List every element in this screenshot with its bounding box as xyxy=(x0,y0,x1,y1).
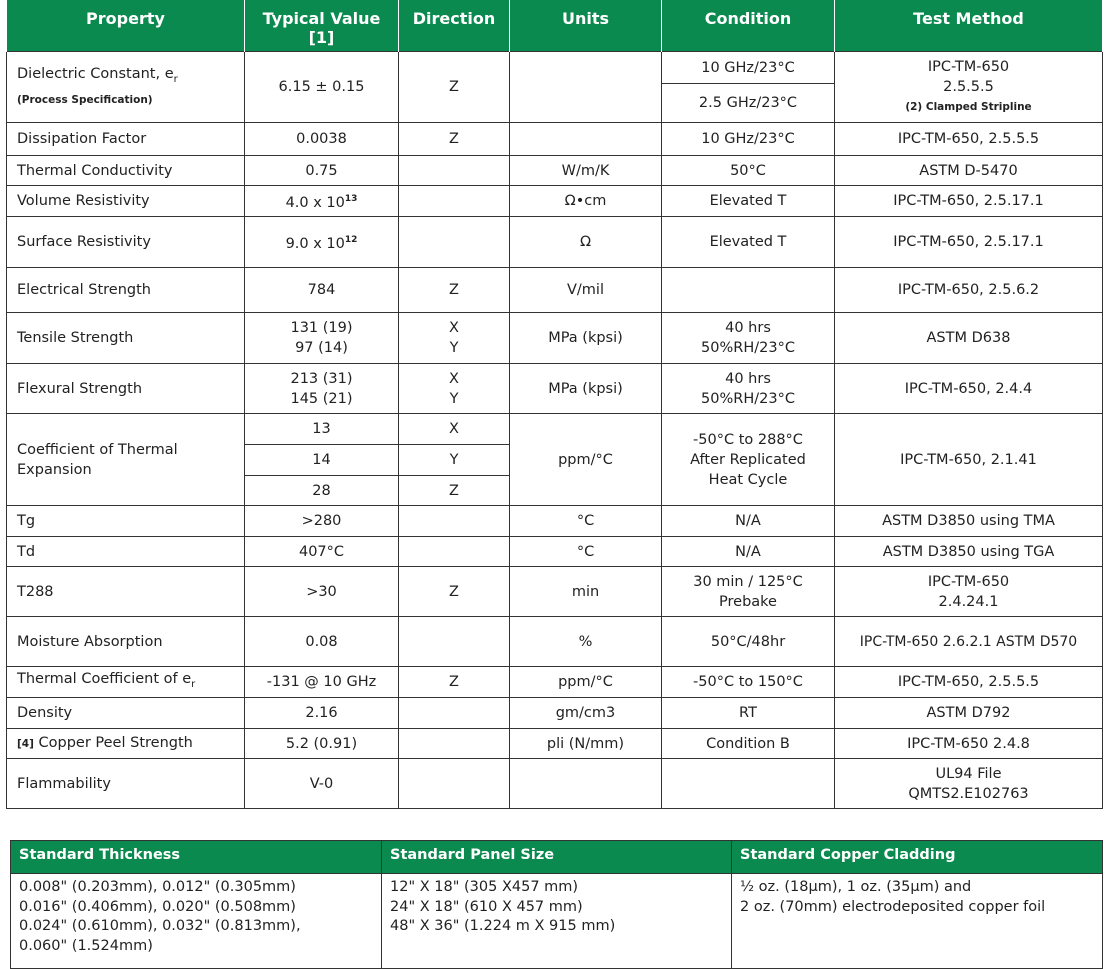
condition-line: 40 hrs xyxy=(725,320,771,336)
cell-direction: X xyxy=(399,414,510,445)
table-row xyxy=(7,186,1103,217)
cell-method: IPC-TM-650, 2.5.6.2 xyxy=(835,268,1103,313)
table-row xyxy=(7,364,1103,414)
cell-value: V-0 xyxy=(245,759,399,809)
cell-copper-cladding xyxy=(732,874,1103,969)
method-line: 2.4.24.1 xyxy=(938,593,999,610)
table-row xyxy=(7,667,1103,698)
method-line: IPC-TM-650 xyxy=(927,573,1010,590)
value-line: 213 (31) xyxy=(290,370,353,387)
value-base: 4.0 x 10 xyxy=(285,194,345,211)
cell-property: Tg xyxy=(7,506,245,537)
cell-direction xyxy=(399,617,510,667)
cell-units xyxy=(510,759,662,809)
cell-direction: Z xyxy=(399,123,510,156)
cell-method: IPC-TM-650, 2.5.5.5 xyxy=(835,667,1103,698)
cell-direction: Z xyxy=(399,567,510,617)
thickness-line: 0.024" (0.610mm), 0.032" (0.813mm), xyxy=(19,918,301,934)
cell-panel-size xyxy=(382,874,732,969)
cell-value: 0.0038 xyxy=(245,123,399,156)
cell-condition: Condition B xyxy=(662,729,835,759)
cell-value: 407°C xyxy=(245,537,399,567)
cell-property: Td xyxy=(7,537,245,567)
cell-method: IPC-TM-650, 2.5.17.1 xyxy=(835,186,1103,217)
value-line: 97 (14) xyxy=(295,340,348,356)
cell-direction: Z xyxy=(399,667,510,698)
cell-direction xyxy=(399,217,510,268)
cell-value: 13 xyxy=(245,414,399,445)
cell-direction xyxy=(399,759,510,809)
cell-property: Dissipation Factor xyxy=(7,123,245,156)
cell-method: IPC-TM-650, 2.4.4 xyxy=(835,364,1103,414)
cell-direction: Z xyxy=(399,476,510,506)
thickness-line: 0.016" (0.406mm), 0.020" (0.508mm) xyxy=(19,898,296,915)
cell-condition: -50°C to 150°C xyxy=(662,667,835,698)
direction-line: Y xyxy=(449,390,459,407)
cell-property: Tensile Strength xyxy=(7,313,245,364)
standards-header-row xyxy=(11,841,1103,874)
value-base: 9.0 x 10 xyxy=(285,235,345,252)
subscript: r xyxy=(191,678,196,690)
header-standard-panel-size: Standard Panel Size xyxy=(382,841,732,874)
header-standard-thickness: Standard Thickness xyxy=(11,841,382,874)
cell-value xyxy=(245,217,399,268)
cell-method: ASTM D638 xyxy=(835,313,1103,364)
direction-line: X xyxy=(449,370,459,387)
cell-property: Coefficient of Thermal Expansion xyxy=(7,414,245,506)
cell-units: °C xyxy=(510,537,662,567)
cell-value: >280 xyxy=(245,506,399,537)
table-row xyxy=(7,123,1103,156)
header-row xyxy=(7,0,1103,52)
thickness-line: 0.008" (0.203mm), 0.012" (0.305mm) xyxy=(19,879,296,895)
cell-units: W/m/K xyxy=(510,156,662,186)
table-row xyxy=(7,414,1103,445)
cell-condition: Elevated T xyxy=(662,217,835,268)
cell-property xyxy=(7,667,245,698)
cell-direction xyxy=(399,313,510,364)
table-row xyxy=(7,506,1103,537)
cell-units: min xyxy=(510,567,662,617)
header-property: Property xyxy=(7,0,245,52)
cell-method xyxy=(835,52,1103,123)
method-note: (2) Clamped Stripline xyxy=(905,101,1032,113)
panel-line: 12" X 18" (305 X457 mm) xyxy=(390,879,579,895)
cell-method: IPC-TM-650, 2.5.5.5 xyxy=(835,123,1103,156)
cell-condition xyxy=(662,414,835,506)
cell-condition: N/A xyxy=(662,506,835,537)
cell-method: ASTM D3850 using TMA xyxy=(835,506,1103,537)
cell-value: 5.2 (0.91) xyxy=(245,729,399,759)
table-row xyxy=(7,217,1103,268)
header-standard-copper-cladding: Standard Copper Cladding xyxy=(732,841,1103,874)
property-label: Copper Peel Strength xyxy=(38,735,193,751)
cell-method: ASTM D3850 using TGA xyxy=(835,537,1103,567)
cell-value: 28 xyxy=(245,476,399,506)
properties-table xyxy=(6,0,1103,809)
cell-condition: 50°C/48hr xyxy=(662,617,835,667)
value-exponent: 13 xyxy=(344,194,358,205)
table-row xyxy=(7,268,1103,313)
condition-line: -50°C to 288°C xyxy=(693,431,803,448)
condition-line: 50%RH/23°C xyxy=(701,390,795,407)
condition-line: 40 hrs xyxy=(725,370,771,387)
cell-units: pli (N/mm) xyxy=(510,729,662,759)
header-test-method: Test Method xyxy=(835,0,1103,52)
property-label: Thermal Coefficient of e xyxy=(17,671,192,688)
cell-units: % xyxy=(510,617,662,667)
property-note: [4] xyxy=(17,738,34,750)
table-row xyxy=(7,52,1103,84)
header-condition: Condition xyxy=(662,0,835,52)
cell-method: IPC-TM-650, 2.5.17.1 xyxy=(835,217,1103,268)
cell-condition: 10 GHz/23°C xyxy=(662,52,835,84)
cell-direction xyxy=(399,729,510,759)
cell-value: 784 xyxy=(245,268,399,313)
subscript: r xyxy=(173,73,178,85)
table-row xyxy=(7,698,1103,729)
cell-property: Flexural Strength xyxy=(7,364,245,414)
cell-value xyxy=(245,186,399,217)
cell-value: 0.75 xyxy=(245,156,399,186)
standards-table xyxy=(10,840,1103,969)
table-row xyxy=(7,617,1103,667)
cell-units: Ω xyxy=(510,217,662,268)
method-line: QMTS2.E102763 xyxy=(908,785,1029,802)
cell-value: 14 xyxy=(245,445,399,476)
header-typical-value: Typical Value [1] xyxy=(245,0,399,52)
cell-condition: Elevated T xyxy=(662,186,835,217)
cell-direction xyxy=(399,186,510,217)
table-row xyxy=(7,537,1103,567)
cell-units: MPa (kpsi) xyxy=(510,313,662,364)
cell-direction: Z xyxy=(399,52,510,123)
cell-direction xyxy=(399,698,510,729)
cell-condition: 50°C xyxy=(662,156,835,186)
cell-direction: Z xyxy=(399,268,510,313)
cell-units: V/mil xyxy=(510,268,662,313)
cell-property: Surface Resistivity xyxy=(7,217,245,268)
cell-value xyxy=(245,313,399,364)
cell-property xyxy=(7,52,245,123)
condition-line: Prebake xyxy=(719,593,777,610)
condition-line: After Replicated xyxy=(690,451,806,468)
panel-line: 48" X 36" (1.224 m X 915 mm) xyxy=(390,918,616,934)
cell-units xyxy=(510,52,662,123)
cell-method: ASTM D-5470 xyxy=(835,156,1103,186)
condition-line: Heat Cycle xyxy=(708,471,788,488)
cell-units: °C xyxy=(510,506,662,537)
value-line: 131 (19) xyxy=(290,320,353,336)
panel-line: 24" X 18" (610 X 457 mm) xyxy=(390,898,583,915)
cell-value: -131 @ 10 GHz xyxy=(245,667,399,698)
cell-condition xyxy=(662,759,835,809)
cell-method xyxy=(835,759,1103,809)
header-units: Units xyxy=(510,0,662,52)
method-line: UL94 File xyxy=(935,765,1002,782)
cell-condition: RT xyxy=(662,698,835,729)
cell-units: MPa (kpsi) xyxy=(510,364,662,414)
method-line: IPC-TM-650 xyxy=(927,59,1010,75)
cell-method: IPC-TM-650, 2.1.41 xyxy=(835,414,1103,506)
cell-direction xyxy=(399,156,510,186)
method-line: 2.5.5.5 xyxy=(943,79,994,95)
cell-property xyxy=(7,729,245,759)
cladding-line: 2 oz. (70mm) electrodeposited copper foil xyxy=(740,898,1046,915)
cell-condition xyxy=(662,313,835,364)
header-direction: Direction xyxy=(399,0,510,52)
cell-units: ppm/°C xyxy=(510,667,662,698)
cell-method: IPC-TM-650 2.4.8 xyxy=(835,729,1103,759)
table-row xyxy=(7,759,1103,809)
cell-direction: Y xyxy=(399,445,510,476)
condition-line: 50%RH/23°C xyxy=(701,340,795,356)
value-exponent: 12 xyxy=(344,235,358,246)
cell-condition: 2.5 GHz/23°C xyxy=(662,84,835,123)
cell-direction xyxy=(399,364,510,414)
cell-value xyxy=(245,364,399,414)
cell-condition xyxy=(662,364,835,414)
cell-units: ppm/°C xyxy=(510,414,662,506)
cell-property: T288 xyxy=(7,567,245,617)
cell-property: Flammability xyxy=(7,759,245,809)
cell-method: IPC-TM-650 2.6.2.1 ASTM D570 xyxy=(835,617,1103,667)
property-note: (Process Specification) xyxy=(17,93,153,106)
table-row xyxy=(7,729,1103,759)
cell-value: >30 xyxy=(245,567,399,617)
table-row xyxy=(7,567,1103,617)
condition-line: 30 min / 125°C xyxy=(693,573,803,590)
direction-line: X xyxy=(449,320,459,336)
cell-condition: 10 GHz/23°C xyxy=(662,123,835,156)
cell-thickness xyxy=(11,874,382,969)
cell-units xyxy=(510,123,662,156)
cell-method: ASTM D792 xyxy=(835,698,1103,729)
cell-condition xyxy=(662,567,835,617)
cell-value: 2.16 xyxy=(245,698,399,729)
cell-property: Density xyxy=(7,698,245,729)
cell-property: Electrical Strength xyxy=(7,268,245,313)
property-label: Dielectric Constant, e xyxy=(17,66,174,83)
table-row xyxy=(7,156,1103,186)
cladding-line: ½ oz. (18μm), 1 oz. (35μm) and xyxy=(740,879,972,895)
cell-value: 6.15 ± 0.15 xyxy=(245,52,399,123)
cell-property: Volume Resistivity xyxy=(7,186,245,217)
cell-method xyxy=(835,567,1103,617)
cell-property: Moisture Absorption xyxy=(7,617,245,667)
thickness-line: 0.060" (1.524mm) xyxy=(19,937,153,954)
standards-row xyxy=(11,874,1103,969)
cell-condition: N/A xyxy=(662,537,835,567)
cell-property: Thermal Conductivity xyxy=(7,156,245,186)
direction-line: Y xyxy=(449,340,459,356)
cell-condition xyxy=(662,268,835,313)
cell-value: 0.08 xyxy=(245,617,399,667)
table-row xyxy=(7,313,1103,364)
value-line: 145 (21) xyxy=(290,390,353,407)
cell-units: Ω•cm xyxy=(510,186,662,217)
cell-direction xyxy=(399,506,510,537)
cell-direction xyxy=(399,537,510,567)
cell-units: gm/cm3 xyxy=(510,698,662,729)
